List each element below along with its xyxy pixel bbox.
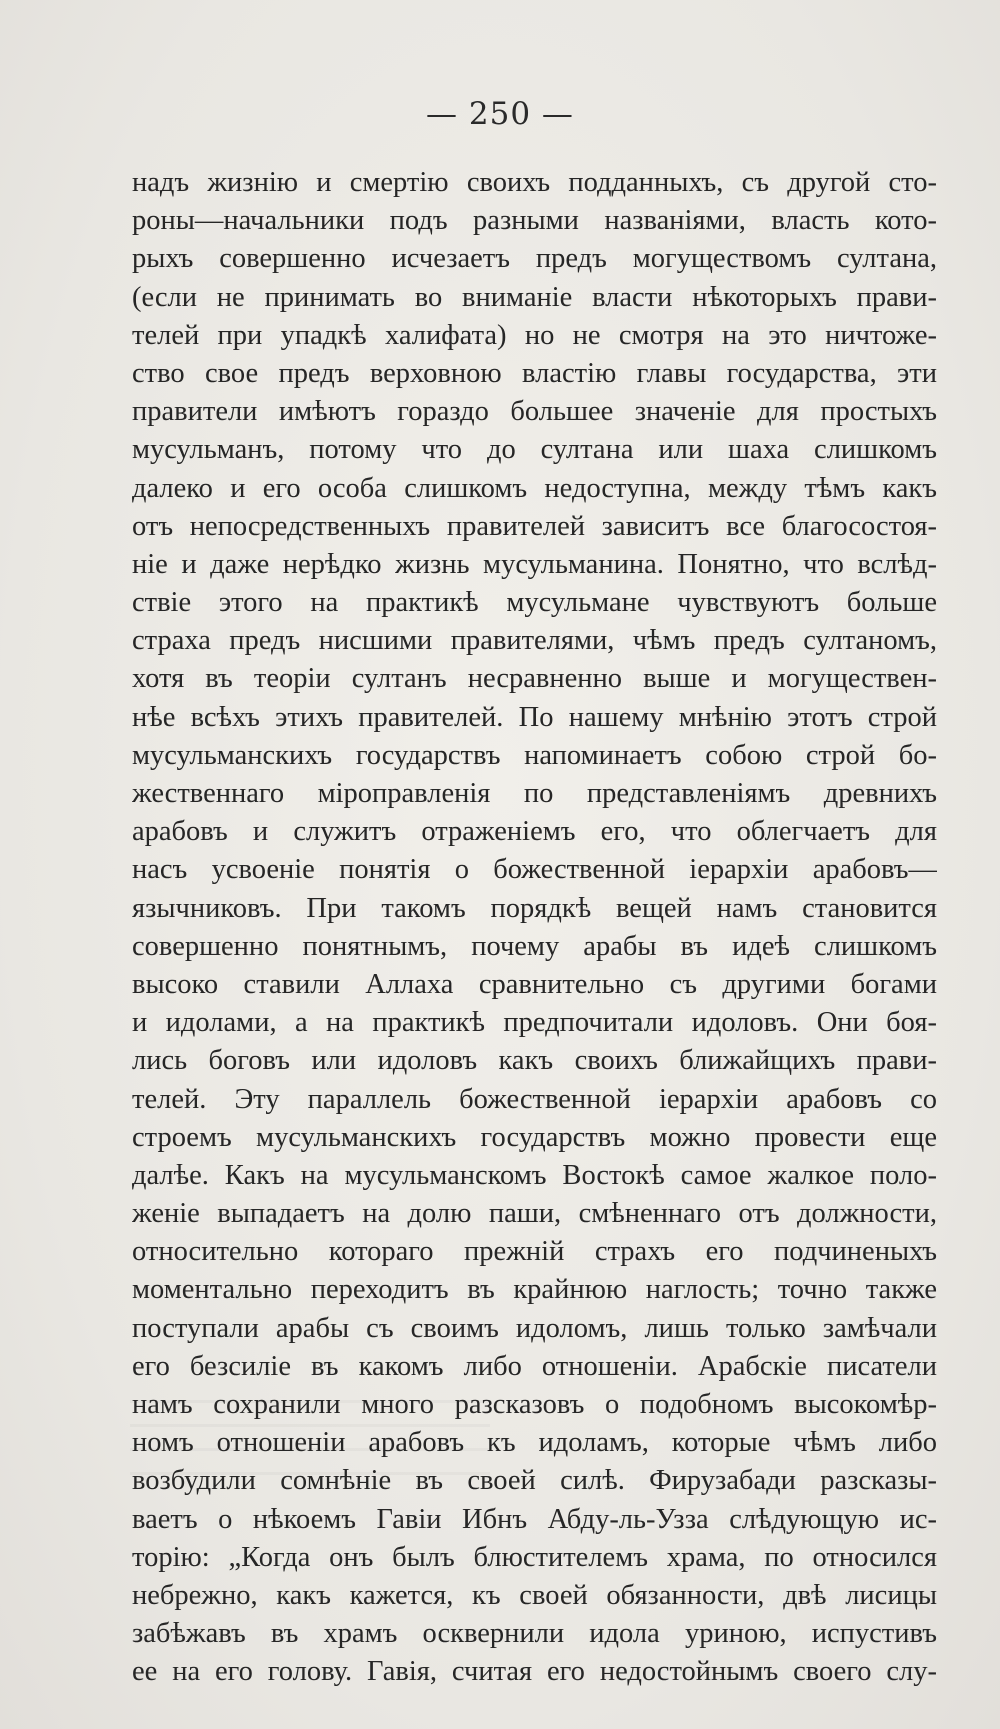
- text-line: роны—начальники подъ разными названіями, власть кото-: [132, 205, 937, 237]
- text-line: женіе выпадаетъ на долю паши, смѣненнаго отъ должности,: [132, 1198, 937, 1230]
- text-line: ее на его голову. Гавія, считая его недостойнымъ своего слу-: [132, 1656, 937, 1688]
- text-line: забѣжавъ въ храмъ осквернили идола уриною, испустивъ: [132, 1618, 937, 1650]
- text-line: небрежно, какъ кажется, къ своей обязанности, двѣ лисицы: [132, 1579, 937, 1611]
- text-line: ствіе этого на практикѣ мусульмане чувствуютъ больше: [132, 587, 937, 619]
- text-line: мусульманъ, потому что до султана или шаха слишкомъ: [132, 434, 937, 466]
- text-line: лись боговъ или идоловъ какъ своихъ ближайщихъ прави-: [132, 1045, 937, 1077]
- text-line: (если не принимать во вниманіе власти нѣкоторыхъ прави-: [132, 281, 937, 313]
- text-line: относительно котораго прежній страхъ его подчиненыхъ: [132, 1236, 937, 1268]
- text-line: насъ усвоеніе понятія о божественной іерархіи арабовъ—: [132, 854, 937, 886]
- text-line: его безсиліе въ какомъ либо отношеніи. Арабскіе писатели: [132, 1350, 937, 1382]
- text-line: строемъ мусульманскихъ государствъ можно провести еще: [132, 1121, 937, 1153]
- text-line: телей. Эту параллель божественной іерархіи арабовъ со: [132, 1083, 937, 1115]
- text-line: далеко и его особа слишкомъ недоступна, между тѣмъ какъ: [132, 472, 937, 504]
- text-line: высоко ставили Аллаха сравнительно съ другими богами: [132, 968, 937, 1000]
- text-line: правители имѣютъ гораздо большее значеніе для простыхъ: [132, 396, 937, 428]
- text-line: нѣе всѣхъ этихъ правителей. По нашему мнѣнію этотъ строй: [132, 701, 937, 733]
- text-line: мусульманскихъ государствъ напоминаетъ собою строй бо-: [132, 739, 937, 771]
- text-line: поступали арабы съ своимъ идоломъ, лишь только замѣчали: [132, 1312, 937, 1344]
- text-line: торію: „Когда онъ былъ блюстителемъ храма, по относился: [132, 1541, 937, 1573]
- text-line: далѣе. Какъ на мусульманскомъ Востокѣ самое жалкое поло-: [132, 1159, 937, 1191]
- text-line: совершенно понятнымъ, почему арабы въ идеѣ слишкомъ: [132, 930, 937, 962]
- text-line: рыхъ совершенно исчезаетъ предъ могуществомъ султана,: [132, 243, 937, 275]
- text-line: и идолами, а на практикѣ предпочитали идоловъ. Они боя-: [132, 1007, 937, 1039]
- text-line: намъ сохранили много разсказовъ о подобномъ высокомѣр-: [132, 1389, 937, 1420]
- text-line: номъ отношеніи арабовъ къ идоламъ, которые чѣмъ либо: [132, 1427, 937, 1459]
- page-number: — 250 —: [426, 96, 574, 132]
- text-line: арабовъ и служитъ отраженіемъ его, что облегчаетъ для: [132, 816, 937, 848]
- text-line: жественнаго міроправленія по представленіямъ древнихъ: [132, 778, 937, 809]
- text-line: отъ непосредственныхъ правителей зависитъ все благосостоя-: [132, 510, 937, 542]
- text-line: ваетъ о нѣкоемъ Гавіи Ибнъ Абду-ль-Узза слѣдующую ис-: [132, 1503, 937, 1535]
- text-line: хотя въ теоріи султанъ несравненно выше и могуществен-: [132, 663, 937, 695]
- text-line: язычниковъ. При такомъ порядкѣ вещей намъ становится: [132, 892, 937, 924]
- text-line: ство свое предъ верховною властію главы государства, эти: [132, 357, 937, 389]
- text-line: надъ жизнію и смертію своихъ подданныхъ, съ другой сто-: [132, 167, 937, 198]
- body-text: [132, 164, 937, 1692]
- text-line: страха предъ нисшими правителями, чѣмъ предъ султаномъ,: [132, 625, 937, 657]
- text-line: ніе и даже нерѣдко жизнь мусульманина. Понятно, что вслѣд-: [132, 548, 937, 580]
- text-line: телей при упадкѣ халифата) но не смотря на это ничтоже-: [132, 319, 937, 351]
- text-line: возбудили сомнѣніе въ своей силѣ. Фирузабади разсказы-: [132, 1465, 937, 1497]
- text-line: моментально переходитъ въ крайнюю наглость; точно также: [132, 1274, 937, 1306]
